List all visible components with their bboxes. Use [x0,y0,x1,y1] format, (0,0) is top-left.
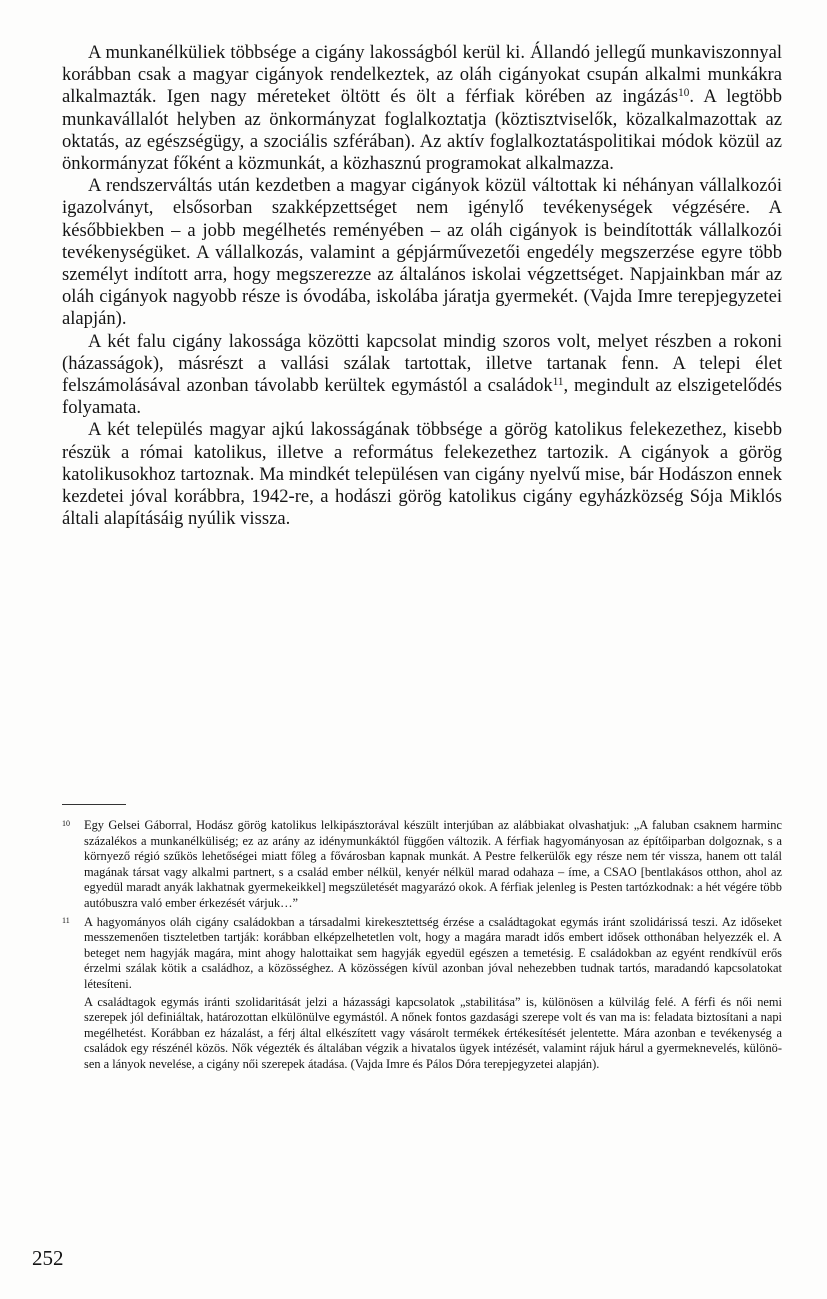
body-paragraph [62,175,782,330]
footnote-paragraph: A hagyományos oláh cigány családokban a társadalmi kirekesztettség érzése a családtagokat egymás iránt szolidárissá teszi. Az időseket messzemenően tiszteletben tartják: korábban elképzelhetetlen volt, hogy a magára maradt idős embert idősek otthonában helyezzék el. A beteget nem hagyják magára, mint ahogy halottaikat sem hagyják egyedül egészen a temetésig. E családokban az egyént rendkívül erős érzelmi szálak kötik a családhoz, a közösséghez. A közösségen kívül azonban jóval nehezebben tudnak tartós, maradandó kapcsolatokat létesíteni. [84,914,782,991]
body-text-run: A munkanélküliek többsége a cigány lakosságból kerül ki. Állandó jellegű munkaviszonnyal korábban csak a magyar cigányok rendelkeztek, az oláh cigányokat csupán alkalmi munkákra alkalmazták. Igen nagy méreteket öltött és ölt a férfiak körében az ingázás [62,42,782,108]
footnote-reference[interactable]: 11 [552,375,564,388]
body-paragraph [62,331,782,420]
footnote-number: 11 [62,915,70,925]
footnote [62,915,782,1073]
body-paragraph [62,42,782,175]
footnote-separator [62,804,126,805]
footnote-number: 10 [62,819,70,828]
body-text-run: A két település magyar ajkú lakosságának többsége a görög katolikus felekezethez, kisebb részük a római katolikus, illetve a református felekezethez tartozik. A cigányok a görög katolikusokhoz tartoznak. Ma mindkét településen van cigány nyelvű mise, bár Hodászon ennek kezdetei jóval korábbra, 1942-re, a hodászi görög katolikus cigány egyházközség Sója Miklós általi alapításáig nyúlik vissza. [62,419,782,530]
footnote-paragraph: A családtagok egymás iránti szolidaritását jelzi a házassági kapcsolatok „stabilitása” is, különösen a külvilág felé. A férfi és női nemi szerepek jól definiáltak, határozottan elkülönülve egymástól. A nőnek fontos gazdasági szerepe volt és van ma is: feladata biztosítani a napi megélhetést. Korábban ez házalást, a férj által elkészített vagy vásárolt termékek értékesítését jelentette. Mára azonban e tevékenység a családok egy részénél közös. Nők végezték és általában végzik a hivatalos ügyek intézését, valamint rájuk hárul a gyermeknevelés, különösen a lányok nevelése, a cigány női szerepek átadása. (Vajda Imre és Pálos Dóra terepjegyzetei alapján). [84,994,782,1071]
footnotes [62,818,782,1076]
body-text-run: A rendszerváltás után kezdetben a magyar cigányok közül váltottak ki néhányan vállalkozói igazolványt, elsősorban szakképzettséget nem igénylő tevékenységek végzésére. A későbbiekben – a jobb megélhetés reményében – az oláh cigányok is beindították vállalkozói tevékenységüket. A vállalkozás, valamint a gépjárművezetői engedély megszerzése egyre több személyt indított arra, hogy megszerezze az általános iskolai végzettséget. Napjainkban már az oláh cigányok nagyobb része is óvodába, iskolába járatja gyermekét. (Vajda Imre terepjegyzetei alapján). [62,175,782,330]
body-text-run: , megindult az elszigetelődés folyamata. [62,375,782,419]
footnote-paragraph: Egy Gelsei Gáborral, Hodász görög katolikus lelkipásztorával készült interjúban az alábbiakat olvashatjuk: „A faluban csaknem harminc százalékos a munkanélküliség; ez az arány az idénymunkáktól függően változik. A férfiak hagyományosan az építőiparban dolgoznak, s a környező régió szűkös lehetőségei miatt főleg a fővárosban kapnak munkát. A Pestre felkerülők egy része nem tér vissza, hanem ott talál magának társat vagy alkalmi partnert, s a család ember nélkül, kenyér nélkül marad odahaza – íme, a CSAO [bentlakásos otthon, ahol az egyedül maradt anyák lakhatnak gyermekeikkel] megszületését magyarázó okok. A férfiak jelenleg is Pesten tartózkodnak: a hét végére több autóbuszra való ember érkezését várjuk…” [84,818,782,910]
body-text-run: A két falu cigány lakossága közötti kapcsolat mindig szoros volt, melyet részben a rokoni (házasságok), másrészt a vallási szálak tartottak, illetve tartanak fenn. A telepi élet felszámolásával azonban távolabb kerültek egymástól a családok [62,330,782,397]
page-number: 252 [32,1246,64,1270]
body-text-run: . A legtöbb munkavállalót helyben az önkormányzat foglalkoztatja (köztisztviselők, közalkalmazottak az oktatás, az egészségügy, a szociális szférában). Az aktív foglalkoztatáspolitikai módok közül az önkormányzat főként a közmunkát, a közhasznú programokat alkalmazza. [62,86,782,175]
footnote-reference[interactable]: 10 [678,87,690,100]
main-text [62,42,782,530]
body-paragraph [62,419,782,530]
footnote [62,818,782,912]
